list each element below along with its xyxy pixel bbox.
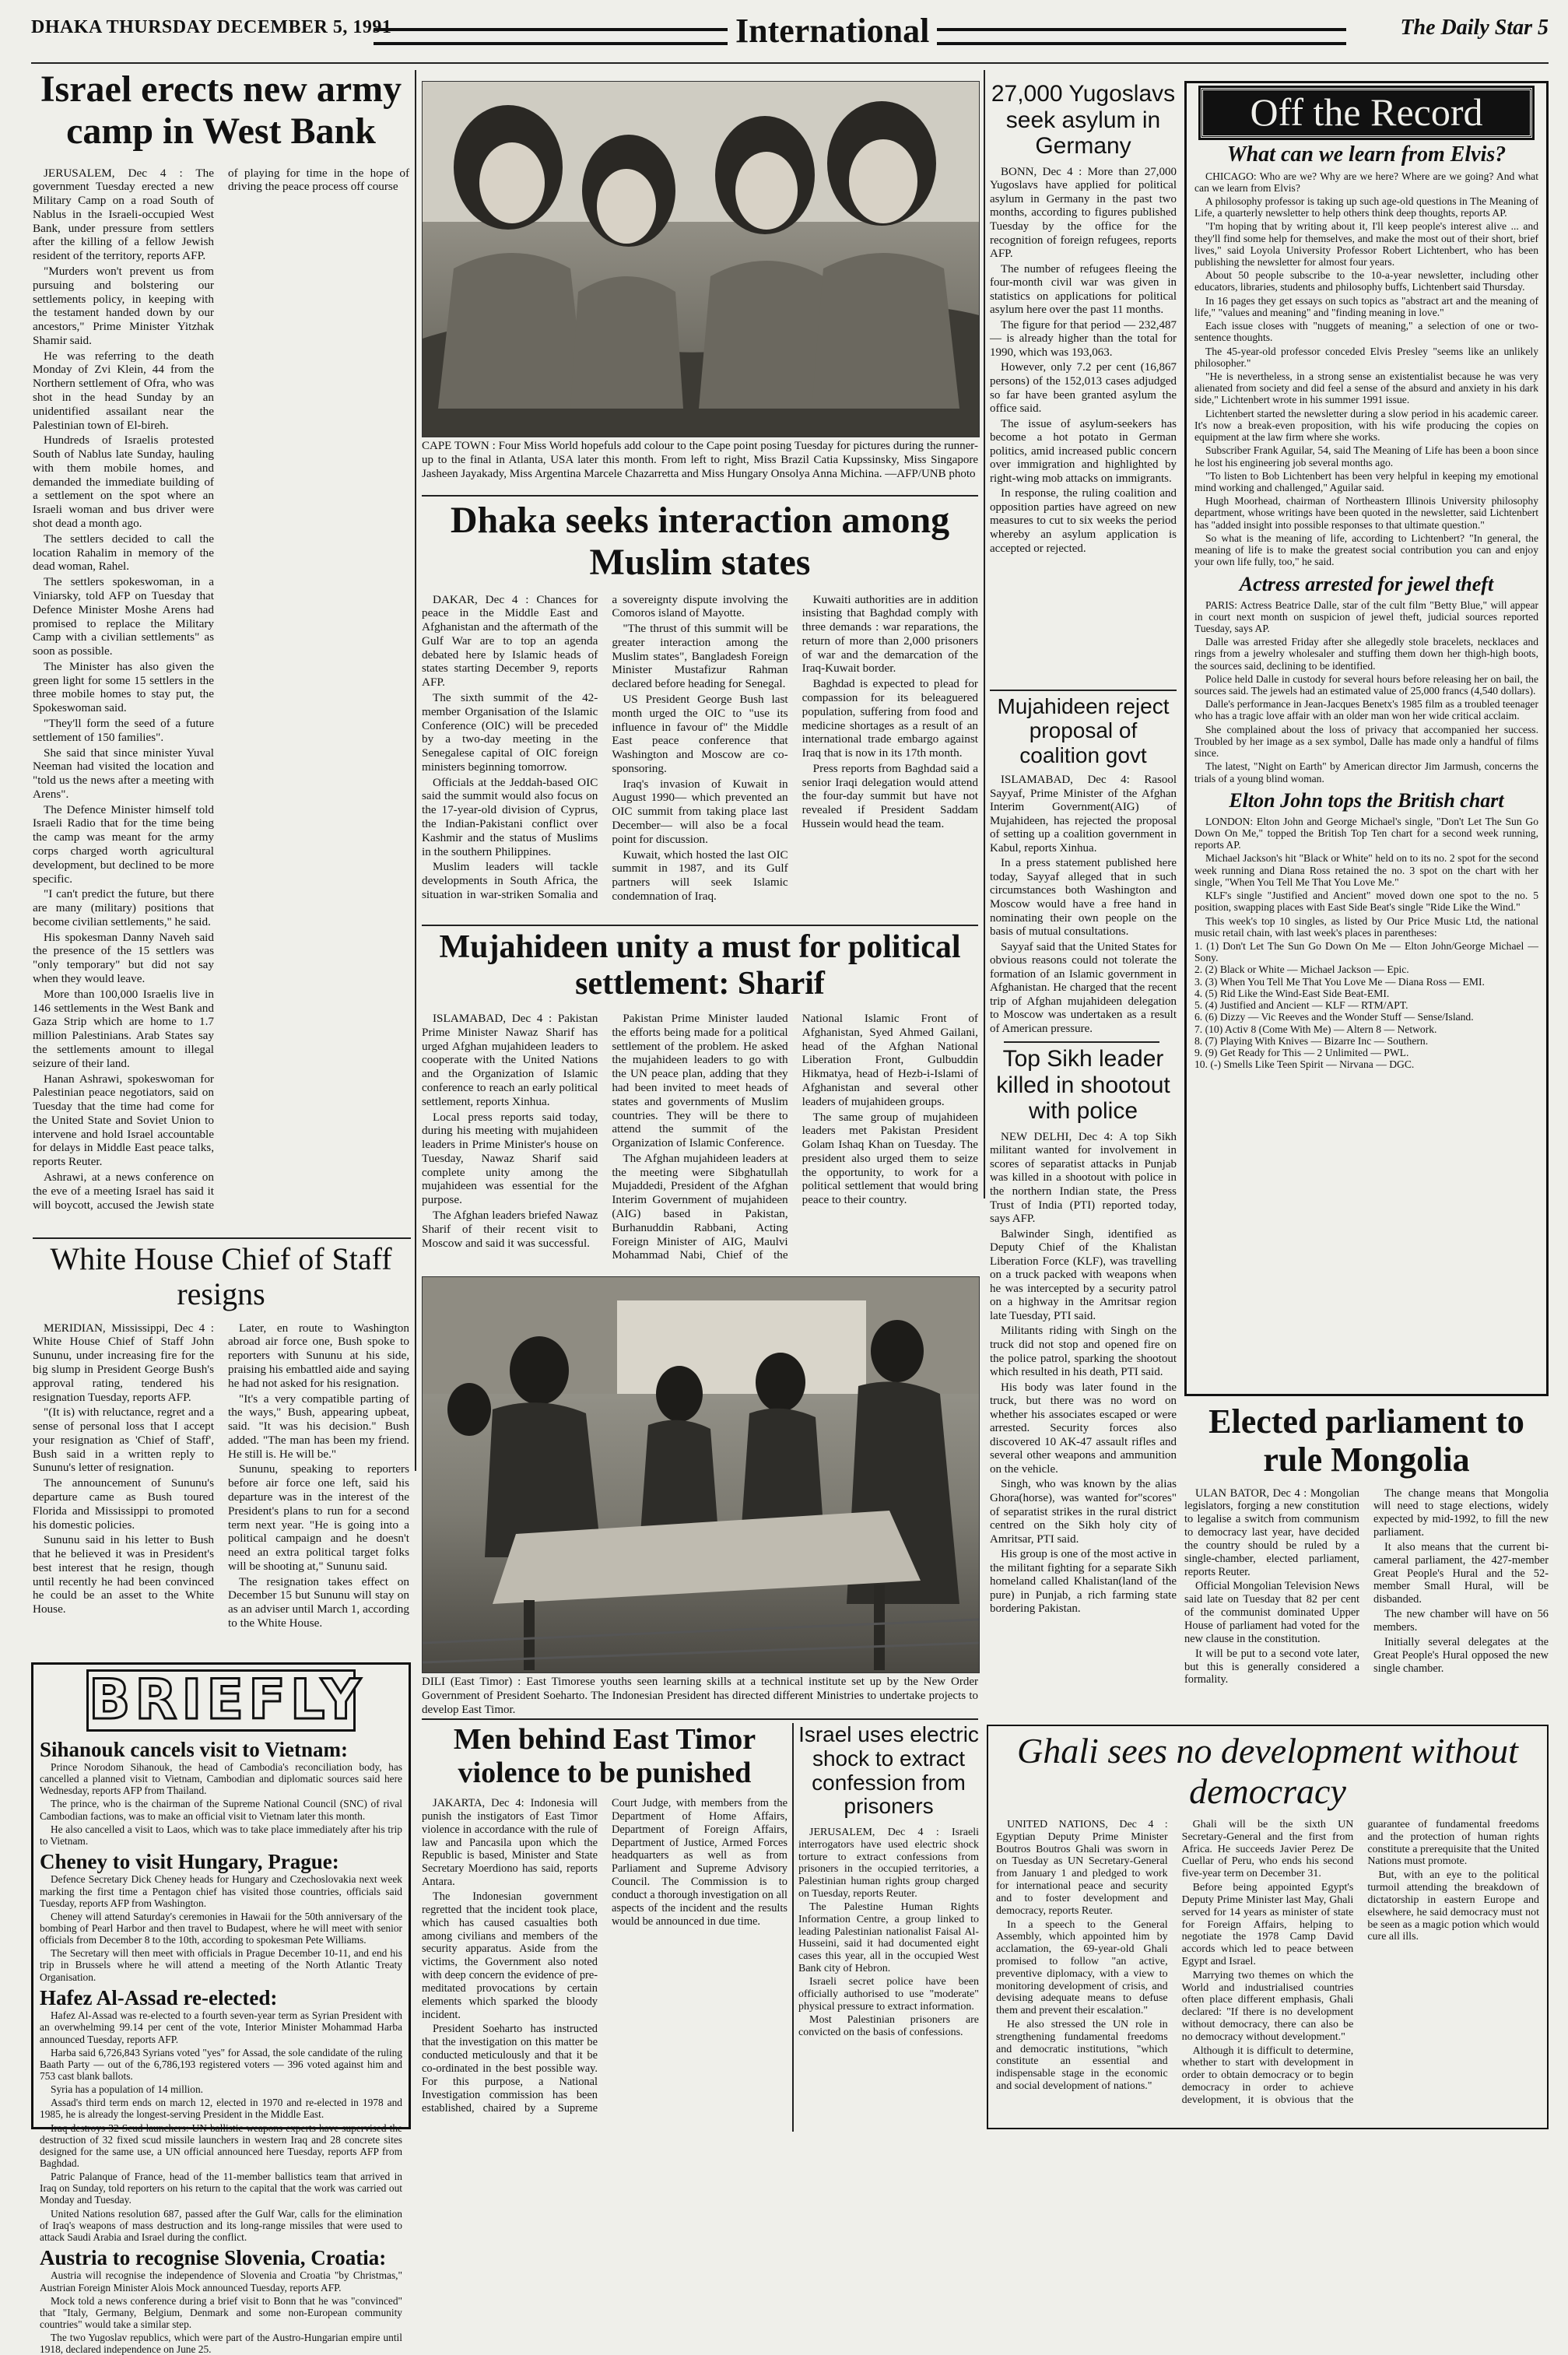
- brief-head: Hafez Al-Assad re-elected:: [40, 1986, 402, 2010]
- brief-p: The two Yugoslav republics, which were part of the Austro-Hungarian empire until 1918, declared independence on June 25.: [40, 2332, 402, 2355]
- coalition-p2: Sayyaf said that the United States for obvious reasons could not tolerate the formation of an Islamic government in Afghanistan. He charged that the recent trip of Afghan mujahideen delegation to Moscow was undertaken as a result of American pressure.: [990, 941, 1177, 1037]
- ghali-p0: UNITED NATIONS, Dec 4 : Egyptian Deputy Prime Minister Boutros Boutros Ghali was sworn in on Tuesday as UN Secretary-General from January 1 and pledged to work for international peace and security and to foster development and democracy, reports Reuter.: [996, 1819, 1168, 1918]
- israel-p9: The Defence Minister himself told Israeli Radio that for the time being the camp was meant for the army corps charged worth agricultural development, but declined to be more specific.: [33, 803, 214, 886]
- yugo-p0: BONN, Dec 4 : More than 27,000 Yugoslavs have applied for political asylum in Germany in the past two months, according to figures published Tuesday by the office for the recognition of foreign refugees, reports AFP.: [990, 166, 1177, 261]
- otr-story3-head: Elton John tops the British chart: [1194, 789, 1538, 812]
- israel-p14: Ashrawi, at a news conference on the eve of a meeting Israel has said it will boycott, accused the Jewish state of playing for time in the hope of driving the peace process off course: [33, 167, 409, 1229]
- brief-p: Syria has a population of 14 million.: [40, 2083, 402, 2095]
- mongolia-p5: The new chamber will have on 56 members.: [1373, 1608, 1549, 1634]
- sharif-p5: The same group of mujahideen leaders met Pakistan President Golam Ishaq Khan on Tuesday. The president also urged them to seize the opportunity, to work for a political settlement that would bring peace to their country.: [802, 1111, 978, 1207]
- coalition-p1: In a press statement published here today, Sayyaf alleged that in such circumstances both Washington and Moscow would have a free hand in nominating their own people on the basis of mutual consultations.: [990, 857, 1177, 939]
- dhaka-p9: Baghdad is expected to plead for compassion for its beleaguered population, suffering from food and medicine shortages as a result of an international trade embargo against Iraq that is now in its 17th month.: [802, 677, 978, 760]
- paper-name: The Daily Star 5: [1400, 16, 1549, 40]
- brief-item: [40, 1738, 402, 1847]
- israel-headline: Israel erects new army camp in West Bank: [33, 68, 409, 153]
- dhaka-p4: "The thrust of this summit will be greater interaction among the Muslim states", Bangladesh Foreign Minister Mustafizur Rahman declared before heading for Senegal.: [612, 622, 788, 691]
- wh-p7: The resignation takes effect on December 15 but Sununu will stay on as an adviser until March 1, according to the White House.: [228, 1575, 409, 1630]
- shock-headline: Israel uses electric shock to extract confession from prisoners: [798, 1723, 979, 1819]
- otr3-p0: LONDON: Elton John and George Michael's single, "Don't Let The Sun Go Down On Me," topped the British Top Ten chart for a second week running, reports AP.: [1194, 816, 1538, 851]
- mongolia-p4: It also means that the current bi-cameral parliament, the 427-member Great People's Hural and the 52-member Small Hural, will be disbanded.: [1373, 1541, 1549, 1606]
- otr3-p1: Michael Jackson's hit "Black or White" held on to its no. 2 spot for the second week running and Diana Ross retained the no. 3 spot on the chart with her single, "When You Tell Me That You Love Me.": [1194, 852, 1538, 888]
- mongolia-headline: Elected parliament to rule Mongolia: [1184, 1402, 1549, 1479]
- shock-p0: JERUSALEM, Dec 4 : Israeli interrogators have used electric shock torture to extract confessions from prisoners in the occupied territories, a Palestinian human rights group charged on Tuesday, reports Reuter.: [798, 1827, 979, 1900]
- yugo-p3: However, only 7.2 per cent (16,867 persons) of the 152,013 cases adjudged so far have been granted asylum the office said.: [990, 361, 1177, 416]
- yugo-body: [990, 166, 1177, 556]
- israel-p3: Hundreds of Israelis protested South of Nablus late Sunday, hauling with them mobile homes, and demanded the immediate building of a settlement on the spot where an Israeli woman and bus driver were shot dead a month ago.: [33, 433, 214, 530]
- yugo-p5: In response, the ruling coalition and opposition parties have agreed on new measures to cut to six weeks the period whereby an asylum application is accepted or rejected.: [990, 487, 1177, 556]
- timor-body: [422, 1797, 788, 2124]
- otr2-p5: The latest, "Night on Earth" by American director Jim Jarmush, concerns the trials of a young blind woman.: [1194, 760, 1538, 784]
- shock-p1: The Palestine Human Rights Information Centre, a group linked to leading Palestinian nationalist Faisal Al-Husseini, said it had documented eight cases this year, all in the occupied West Bank city of Hebron.: [798, 1901, 979, 1974]
- chart-entry: 3. (3) When You Tell Me That You Love Me — Diana Ross — EMI.: [1194, 976, 1538, 988]
- otr2-p3: Dalle's performance in Jean-Jacques Benetx's 1985 film as a troubled teenager who has a tragic love affair with an older man won her wide critical acclaim.: [1194, 698, 1538, 721]
- sikh-body: [990, 1131, 1177, 1616]
- yugo-headline: 27,000 Yugoslavs seek asylum in Germany: [990, 81, 1177, 160]
- sikh-article: [990, 1046, 1177, 1719]
- brief-item: [40, 1986, 402, 2243]
- ghali-article: [987, 1725, 1549, 2129]
- shock-article: [798, 1723, 979, 2132]
- dhaka-p10: Press reports from Baghdad said a senior Iraqi delegation would attend the four-day summit but have not revealed if President Saddam Hussein would head the team.: [802, 762, 978, 831]
- otr1-p6: The 45-year-old professor conceded Elvis Presley "seems like an unlikely philosopher.": [1194, 346, 1538, 369]
- dili-photo: [422, 1276, 980, 1673]
- otr1-p2: "I'm hoping that by writing about it, I'll keep people's interest alive ... and they'll find some help for themselves, and make the most out of their short, brief lives," said Loyola University Professor Robert Lichtenbert, who has been publishing the newsletter for almost four years.: [1194, 220, 1538, 268]
- timor-p2: President Soeharto has instructed that the investigation on this matter be conducted meticulously and that it be co-ordinated in the best possible way. For this purpose, a National Investigation commission has been established, chaired by a Supreme Court Judge, with members from the Department of Home Affairs, Department of Foreign Affairs, Department of Justice, Armed Forces headquarters as well as from Parliament and Supreme Advisory Council. The Commission is to conduct a thorough investigation on all aspects of the incident and the results would be announced in due time.: [422, 1797, 788, 2124]
- off-the-record-box: [1184, 81, 1549, 1396]
- coalition-p0: ISLAMABAD, Dec 4: Rasool Sayyaf, Prime Minister of the Afghan Interim Government(AIG) of Mujahideen, has rejected the proposal of setting up a coalition government in Kabul, reports Xinhua.: [990, 774, 1177, 855]
- wh-p4: Later, en route to Washington abroad air force one, Bush spoke to reporters with Sununu at his side, praising his embattled aide and saying he had not asked for his resignation.: [228, 1321, 409, 1391]
- section-title: International: [728, 11, 937, 51]
- israel-p0: JERUSALEM, Dec 4 : The government Tuesday erected a new Military Camp on a road South of Nablus in the Israeli-occupied West Bank, under pressure from settlers after the killing of a fellow Jewish resident of the territory, reports AFP.: [33, 167, 214, 263]
- whitehouse-article: [33, 1242, 409, 1655]
- sharif-p4: The Afghan mujahideen leaders at the meeting were Sibghatullah Mujaddedi, President of the Afghan Interim Government of mujahideen (AIG) based in Pakistan, Burhanuddin Rabbani, Acting Foreign Minister of AIG, Maulvi Mohammad Nabi, Chief of the National Islamic Front of Afghanistan, Syed Ahmed Gailani, head of the Afghan National Liberation Front, Gulbuddin Hikmatya, head of Hezb-i-Islami of Afghanistan and several other leaders of mujahideen groups.: [612, 1012, 978, 1265]
- whitehouse-headline: White House Chief of Staff resigns: [33, 1242, 409, 1312]
- brief-item: [40, 2246, 402, 2355]
- mongolia-body: [1184, 1487, 1549, 1709]
- sikh-p4: Singh, who was known by the alias Ghora(horse), was wanted for"scores" of separatist strikes in the rural district centred on the Sikh holy city of Amritsar, PTI said.: [990, 1478, 1177, 1546]
- sikh-p1: Balwinder Singh, identified as Deputy Chief of the Khalistan Liberation Force (KLF), was travelling on a truck packed with weapons when he was intercepted by a security patrol on a highway in the Amritsar region late Tuesday, PTI said.: [990, 1228, 1177, 1324]
- coalition-headline: Mujahideen reject proposal of coalition govt: [990, 694, 1177, 767]
- dhaka-p3: Muslim leaders will tackle developments in South Africa, the situation in war-striken Somalia and a sovereignty dispute involving the Comoros island of Mayotte.: [422, 593, 788, 920]
- briefly-box: [31, 1662, 411, 2129]
- timor-headline: Men behind East Timor violence to be punished: [422, 1723, 788, 1789]
- mongolia-p3: The change means that Mongolia will need to stage elections, widely expected by mid-1992, to fill the new parliament.: [1373, 1487, 1549, 1539]
- dhaka-body: [422, 593, 978, 920]
- whitehouse-body: [33, 1321, 409, 1641]
- israel-p12: More than 100,000 Israelis live in 146 settlements in the West Bank and Gaza Strip which are home to 1.7 million Palestinians. Arab States say the settlements amount to illegal seizure of their land.: [33, 988, 214, 1071]
- off-the-record-title: Off the Record: [1201, 88, 1532, 138]
- chart-entry: 9. (9) Get Ready for This — 2 Unlimited — PWL.: [1194, 1047, 1538, 1058]
- otr1-p12: So what is the meaning of life, according to Lichtenbert? "In general, the meaning of life is to make the greatest social contribution you can and enjoy your own life fully, too," he said.: [1194, 532, 1538, 568]
- ghali-p5: Marrying two themes on which the World and industrialised countries often place different emphasis, Ghali declared: "If there is no development without democracy, there can also be no democracy without development.": [1182, 1970, 1354, 2044]
- coalition-article: [990, 694, 1177, 1037]
- otr1-p7: "He is nevertheless, in a strong sense an existentialist because he was very alienated from society and did feel a sense of the absurd and anxiety in his dark side," Lichtenbert wrote in his summer 1991 issue.: [1194, 370, 1538, 406]
- timor-p0: JAKARTA, Dec 4: Indonesia will punish the instigators of East Timor violence in accordance with the rule of law and Pancasila upon which the Republic is based, Minister and State Secretary Moerdiono has said, reports Antara.: [422, 1797, 598, 1889]
- shock-p3: Most Palestinian prisoners are convicted on the basis of confessions.: [798, 2014, 979, 2038]
- dili-caption: DILI (East Timor) : East Timorese youths seen learning skills at a technical institute set up by the New Order Government of President Soeharto. The Indonesian President has directed different Ministries to undertake projects to develop East Timor.: [422, 1675, 978, 1715]
- shock-body: [798, 1827, 979, 2038]
- brief-p: United Nations resolution 687, passed after the Gulf War, calls for the elimination of Iraq's weapons of mass destruction and its long-range missiles that were used to attack Saudi Arabia and Israel during the conflict.: [40, 2208, 402, 2243]
- miss-world-photo-drawing: [423, 82, 979, 437]
- timor-p1: The Indonesian government regretted that the incident took place, which has caused casualties both among civilians and members of the security apparatus. Aside from the victims, the Government also noted with deep concern the evidence of pre-meditated provocations by certain elements which sparked the bloody incident.: [422, 1890, 598, 2021]
- dhaka-p7: Kuwait, which hosted the last OIC summit in 1987, and its Gulf partners will seek Islamic condemnation of Iraq.: [612, 848, 788, 904]
- wh-p5: "It's a very compatible parting of the ways," Bush, appearing upbeat, said. "It was his decision." Bush added. "The man has been my friend. He still is. He will be.": [228, 1392, 409, 1462]
- brief-p: Patric Palanque of France, head of the 11-member ballistics team that arrived in Iraq on Sunday, told reporters on his return to the capital that the work was carried out Monday and Tuesday.: [40, 2171, 402, 2206]
- divider: [1004, 1041, 1159, 1043]
- masthead-date: DHAKA THURSDAY DECEMBER 5, 1991: [31, 17, 391, 38]
- brief-head: Cheney to visit Hungary, Prague:: [40, 1850, 402, 1874]
- dhaka-p5: US President George Bush last month urged the OIC to "use its influence in favour of" the Middle East peace conference that Washington and Moscow are co-sponsoring.: [612, 693, 788, 776]
- mongolia-p1: Official Mongolian Television News said late on Tuesday that 82 per cent of the communist dominated Upper House of parliament had voted for the new clause in the constitution.: [1184, 1580, 1359, 1645]
- divider: [33, 1237, 411, 1239]
- otr1-p9: Subscriber Frank Aguilar, 54, said The Meaning of Life has been a boon since he lost his engineering job several months ago.: [1194, 444, 1538, 468]
- brief-p: Mock told a news conference during a brief visit to Bonn that he was "convinced" that "Italy, Germany, Belgium, Denmark and some non-European community countries" would take a similar step.: [40, 2295, 402, 2330]
- ghali-headline: Ghali sees no development without democracy: [996, 1731, 1539, 1811]
- divider: [422, 925, 978, 926]
- otr2-p0: PARIS: Actress Beatrice Dalle, star of the cult film "Betty Blue," will appear in court next month on suspicion of jewel theft, judicial sources reported Tuesday, says AP.: [1194, 599, 1538, 635]
- sikh-p2: Militants riding with Singh on the truck did not stop and opened fire on the police patrol, sparking the shootout which resulted in his death, PTI said.: [990, 1325, 1177, 1379]
- chart-entry: 8. (7) Playing With Knives — Bizarre Inc — Southern.: [1194, 1035, 1538, 1047]
- brief-p: The prince, who is the chairman of the Supreme National Council (SNC) of rival Cambodian factions, was to make an official visit to Vietnam later this month.: [40, 1798, 402, 1821]
- top-rule: [31, 62, 1549, 64]
- otr1-p8: Lichtenbert started the newsletter during a slow period in his academic career. It's now a break-even proposition, with his wife producing the copies on equipment at the law firm where she works.: [1194, 408, 1538, 444]
- wh-p1: "(It is) with reluctance, regret and a sense of personal loss that I accept your resignation as 'Chief of Staff', Bush said in a written reply to Sununu's letter of resignation.: [33, 1406, 214, 1475]
- israel-body: [33, 167, 409, 1229]
- otr-story2-body: [1194, 599, 1538, 784]
- otr1-p1: A philosophy professor is taking up such age-old questions in The Meaning of Life, a quarterly newsletter to help others think deep thoughts, reports AP.: [1194, 195, 1538, 219]
- israel-p13: Hanan Ashrawi, spokeswoman for Palestinian peace negotiators, said on Tuesday that the time had come for the United State and Soviet Union to intervene and hold Israel accountable for delays in Middle East peace talks, reports Reuter.: [33, 1072, 214, 1169]
- ghali-p3: Ghali will be the sixth UN Secretary-General and the first from Africa. He succeeds Javier Perez De Cuellar of Peru, who ends his second five-year term on December 31.: [1182, 1819, 1354, 1880]
- ghali-p6: Although it is difficult to determine, whether to start with development in order to obtain democracy or to begin democracy in order to achieve development, it is obvious that the guarantee of fundamental freedoms and the protection of human rights constitute a prerequisite that the United Nations must promote.: [1182, 1819, 1539, 2111]
- otr-story1-body: [1194, 170, 1538, 568]
- ghali-p4: Before being appointed Egypt's Deputy Prime Minister last May, Ghali served for 14 years as minister of state for Foreign Affairs, helping to negotiate the 1978 Camp David accords which led to peace between Egypt and Israel.: [1182, 1882, 1354, 1968]
- wh-p3: Sununu said in his letter to Bush that he believed it was in President's best interest that he resign, though until recently he had been convinced he could be an asset to the White House.: [33, 1533, 214, 1616]
- sharif-body: [422, 1012, 978, 1265]
- israel-p2: He was referring to the death Monday of Zvi Klein, 44 from the Northern settlement of Ofra, who was shot in the head Sunday by an unidentified assailant near the Palestinian town of El-bireh.: [33, 349, 214, 433]
- divider: [422, 1718, 978, 1720]
- miss-world-caption: CAPE TOWN : Four Miss World hopefuls add colour to the Cape point posing Tuesday for pictures during the runner-up to the final in Atlanta, USA later this month. From left to right, Miss Brazil Catia Kupssinsky, Miss Singapore Jasheen Jayakady, Miss Argentina Marcele Chazarretta and Miss Hungary Onsolya Anna Michina. —AFP/UNB photo: [422, 439, 978, 492]
- sharif-p3: Pakistan Prime Minister lauded the efforts being made for a political settlement of the problem. He asked the mujahideen leaders to go with the UN peace plan, adding that they had been invited to meet heads of states and governments of Muslim countries. They will be there to attend the summit of the Organization of Islamic Conference.: [612, 1012, 788, 1150]
- chart-entry: 5. (4) Justified and Ancient — KLF — RTM/APT.: [1194, 999, 1538, 1011]
- israel-article: [33, 68, 409, 1232]
- brief-head: Sihanouk cancels visit to Vietnam:: [40, 1738, 402, 1762]
- brief-p: The Secretary will then meet with officials in Prague December 10-11, and end his trip in Brussels where he will attend a meeting of the North Atlantic Treaty Organisation.: [40, 1947, 402, 1982]
- wh-p2: The announcement of Sununu's departure came as Bush toured Florida and Mississippi to promoted his domestic policies.: [33, 1476, 214, 1532]
- brief-p: Defence Secretary Dick Cheney heads for Hungary and Czechoslovakia next week marking the first time a Pentagon chief has visited those countries, officials said Tuesday, reports AFP from Washington.: [40, 1873, 402, 1908]
- otr-chart-list: [1194, 940, 1538, 1070]
- israel-p4: The settlers decided to call the location Rahalim in memory of the dead woman, Rahel.: [33, 532, 214, 574]
- chart-entry: 4. (5) Rid Like the Wind-East Side Beat-EMI.: [1194, 988, 1538, 999]
- otr2-p2: Police held Dalle in custody for several hours before releasing her on bail, the sources said. The jewels had an estimated value of 25,000 francs (4,540 dollars).: [1194, 673, 1538, 697]
- chart-entry: 7. (10) Activ 8 (Come With Me) — Altern 8 — Network.: [1194, 1023, 1538, 1035]
- brief-p: Harba said 6,726,843 Syrians voted "yes" for Assad, the sole candidate of the ruling Baath Party — out of the 6,786,193 registered voters — 396 voted against him and 753 cast blank ballots.: [40, 2047, 402, 2082]
- column-rule: [984, 70, 985, 1199]
- sikh-headline: Top Sikh leader killed in shootout with police: [990, 1046, 1177, 1125]
- brief-p: Hafez Al-Assad was re-elected to a fourth seven-year term as Syrian President with an overwhelming 99.14 per cent of the vote, Interior Minister Mohammad Harba announced Tuesday, reports AFP.: [40, 2009, 402, 2044]
- dhaka-p8: Kuwaiti authorities are in addition insisting that Baghdad comply with three demands : war reparations, the return of more than 2,000 prisoners of war and the demarcation of the Iraq-Kuwait border.: [802, 593, 978, 676]
- ghali-body: [996, 1819, 1539, 2111]
- israel-p5: The settlers spokeswoman, in a Viniarsky, told AFP on Tuesday that Defence Minister Moshe Arens had promised to replace the Military Camp with a civilian settlements" as soon as possible.: [33, 575, 214, 658]
- wh-p6: Sununu, speaking to reporters before air force one left, said his departure was in the interest of the President's plans to run for a second term next year. "He is going into a political campaign and he doesn't need an extra political target folks will be shooting at," Sununu said.: [228, 1462, 409, 1573]
- otr2-p4: She complained about the loss of privacy that accompanied her success. Troubled by her image as a sex symbol, Dalle has made only a handful of films since.: [1194, 724, 1538, 760]
- otr3-p3: This week's top 10 singles, as listed by Our Price Music Ltd, the national music retail chain, with last week's places in parentheses:: [1194, 915, 1538, 939]
- dhaka-p1: The sixth summit of the 42-member Organisation of the Islamic Conference (OIC) will be preceded by a two-day meeting in the Senegalese capital of OIC foreign ministers beginning tomorrow.: [422, 691, 598, 774]
- dhaka-p6: Iraq's invasion of Kuwait in August 1990— which prevented an OIC summit from taking place last December— will also be a focal point for discussion.: [612, 777, 788, 847]
- column-rule: [792, 1723, 794, 2132]
- brief-head: Austria to recognise Slovenia, Croatia:: [40, 2246, 402, 2270]
- brief-p: He also cancelled a visit to Laos, which was to take place immediately after his trip to Vietnam.: [40, 1823, 402, 1847]
- dhaka-p2: Officials at the Jeddah-based OIC said the summit would also focus on the 17-year-old division of Cyprus, the Indian-Pakistani conflict over Kashmir and the status of Muslims in the southern Philippines.: [422, 776, 598, 859]
- otr1-p10: "To listen to Bob Lichtenbert has been very helpful in keeping my emotional mind working and challenged," Aguilar said.: [1194, 470, 1538, 493]
- brief-p: Cheney will attend Saturday's ceremonies in Hawaii for the 50th anniversary of the bombing of Pearl Harbor and then travel to Budapest, where he will meet with senior officials from December 8 to the 10th, according to spokesman Pete Williams.: [40, 1911, 402, 1946]
- otr1-p4: In 16 pages they get essays on such topics as "abstract art and the meaning of life," "values and meaning" and "finding meaning in love.": [1194, 295, 1538, 318]
- chart-entry: 2. (2) Black or White — Michael Jackson — Epic.: [1194, 963, 1538, 975]
- otr-story1-head: What can we learn from Elvis?: [1194, 142, 1538, 167]
- mongolia-p2: It will be put to a second vote later, but this is generally considered a formality.: [1184, 1648, 1359, 1687]
- brief-p: Prince Norodom Sihanouk, the head of Cambodia's reconciliation body, has cancelled a planned visit to Vietnam, Cambodian and diplomatic sources said here Wednesday, reports AFP from Thailand.: [40, 1761, 402, 1796]
- brief-p: Iraq destroys 32 Scud launchers: UN ballistic weapons experts have supervised the destruction of 32 fixed scud missile launchers in western Iraq and 28 concrete sites designed for the same use, a UN official announced here Tuesday, reports AFP from Baghdad.: [40, 2122, 402, 2170]
- brief-p: Assad's third term ends on march 12, elected in 1970 and re-elected in 1978 and 1985, he is already the longest-serving President in the Middle East.: [40, 2097, 402, 2120]
- otr2-p1: Dalle was arrested Friday after she allegedly stole bracelets, necklaces and rings from a jewelry wholesaler and stuffing them down her thigh-high boots, the sources said, declining to be identified.: [1194, 636, 1538, 672]
- israel-p6: The Minister has also given the green light for some 15 settlers in the three mobile homes to stay put, the Spokeswoman said.: [33, 660, 214, 715]
- column-rule: [415, 70, 416, 1471]
- ghali-p1: In a speech to the General Assembly, which appointed him by acclamation, the 69-year-old Ghali promised to follow "an active, preventive diplomacy, with a view to monitoring development of crisis, and devising adequate means to defuse them and prevent their escalation.": [996, 1919, 1168, 2018]
- yugo-article: [990, 81, 1177, 680]
- yugo-p2: The figure for that period — 232,487 — is already higher than the total for 1990, which was 193,063.: [990, 319, 1177, 360]
- dili-photo-drawing: [423, 1277, 979, 1672]
- briefly-title: BRIEFLY: [86, 1669, 356, 1732]
- mongolia-p6: Initially several delegates at the Great People's Hural opposed the new single chamber.: [1373, 1636, 1549, 1676]
- chart-entry: 10. (-) Smells Like Teen Spirit — Nirvana — DGC.: [1194, 1058, 1538, 1070]
- sharif-p2: The Afghan leaders briefed Nawaz Sharif of their recent visit to Moscow and said it was successful.: [422, 1209, 598, 1250]
- chart-entry: 6. (6) Dizzy — Vic Reeves and the Wonder Stuff — Sense/Island.: [1194, 1011, 1538, 1023]
- sikh-p3: His body was later found in the truck, but there was no word on whether his associates escaped or were arrested. Security forces also discovered 10 AK-47 assault rifles and several other weapons and ammunition on the vehicle.: [990, 1381, 1177, 1477]
- israel-p10: "I can't predict the future, but there are many (military) positions that become civilian settlements," he said.: [33, 887, 214, 928]
- timor-article: [422, 1723, 788, 2132]
- sharif-headline: Mujahideen unity a must for political settlement: Sharif: [422, 929, 978, 1002]
- shock-p2: Israeli secret police have been officially authorised to use "moderate" physical pressure to extract information.: [798, 1976, 979, 2013]
- masthead: [31, 11, 1549, 61]
- sharif-p1: Local press reports said today, during his meeting with mujahideen leaders in Prime Minister's house on Tuesday, Nawaz Sharif said complete unity among the mujahideen was essential for the purpose.: [422, 1111, 598, 1207]
- dhaka-headline: Dhaka seeks interaction among Muslim states: [422, 500, 978, 584]
- miss-world-photo: [422, 81, 980, 437]
- coalition-body: [990, 774, 1177, 1036]
- otr1-p0: CHICAGO: Who are we? Why are we here? Where are we going? And what can we learn from Elvis?: [1194, 170, 1538, 194]
- wh-p0: MERIDIAN, Mississippi, Dec 4 : White House Chief of Staff John Sununu, under increasing fire for the big slump in President George Bush's approval rating, tendered his resignation Tuesday, reports AFP.: [33, 1321, 214, 1405]
- divider: [422, 495, 978, 497]
- sharif-article: [422, 929, 978, 1272]
- brief-p: Austria will recognise the independence of Slovenia and Croatia "by Christmas," Austrian Foreign Minister Alois Mock announced Tuesday, reports AFP.: [40, 2269, 402, 2293]
- yugo-p4: The issue of asylum-seekers has become a hot potato in German politics, amid increased public concern over immigration and highlighted by right-wing mob attacks on immigrants.: [990, 418, 1177, 486]
- otr1-p5: Each issue closes with "nuggets of meaning," a selection of one or two-sentence thoughts.: [1194, 320, 1538, 343]
- israel-p7: "They'll form the seed of a future settlement of 150 families".: [33, 717, 214, 745]
- ghali-p2: He also stressed the UN role in strengthening fundamental freedoms and democratic institutions, "which constitute an essential and indispensable stage in the economic and social development of nations.": [996, 2019, 1168, 2093]
- ghali-p7: But, with an eye to the political turmoil attending the breakdown of dictatorship in eastern Europe and elsewhere, he said democracy must not be seen as a magic potion which would cure all ills.: [1367, 1869, 1539, 1943]
- sharif-p0: ISLAMABAD, Dec 4 : Pakistan Prime Minister Nawaz Sharif has urged Afghan mujahideen leaders to cooperate with the United Nations and the Organization of Islamic conference to reach an early political settlement, reports Xinhua.: [422, 1012, 598, 1108]
- dhaka-p0: DAKAR, Dec 4 : Chances for peace in the Middle East and Afghanistan and the aftermath of the Gulf War are to top an agenda debated here by Islamic heads of states starting December 9, reports AFP.: [422, 593, 598, 690]
- israel-p1: "Murders won't prevent us from pursuing and bolstering our settlements policy, in keeping with the testament handed down by our ancestors," Prime Minister Yitzhak Shamir said.: [33, 265, 214, 348]
- israel-p8: She said that since minister Yuval Neeman had visited the location and "told us the news after a meeting with Arens".: [33, 746, 214, 802]
- otr-story3-body: [1194, 816, 1538, 1071]
- otr3-p2: KLF's single "Justified and Ancient" moved down one spot to the no. 5 position, swapping places with East Side Beat's single "Ride Like the Wind.": [1194, 890, 1538, 913]
- otr-story2-head: Actress arrested for jewel theft: [1194, 573, 1538, 596]
- brief-item: [40, 1850, 402, 1983]
- dhaka-article: [422, 498, 978, 922]
- mongolia-article: [1184, 1402, 1549, 1718]
- briefly-body: [40, 1738, 402, 2355]
- yugo-p1: The number of refugees fleeing the four-month civil war was given in statistics on applications for political asylum here over the past 11 months.: [990, 263, 1177, 318]
- divider: [990, 690, 1177, 691]
- israel-p11: His spokesman Danny Naveh said the presence of the 15 settlers was "only temporary" but did not say when they would leave.: [33, 931, 214, 986]
- mongolia-p0: ULAN BATOR, Dec 4 : Mongolian legislators, forging a new constitution to legalise a switch from communism to democracy last year, have decided the country should be ruled by a single-chamber, elected parliament, reports Reuter.: [1184, 1487, 1359, 1579]
- otr1-p11: Hugh Moorhead, chairman of Northeastern Illinois University philosophy department, whose writings have been quoted in the newsletter, said Lichtenbert has "added insight into possible responses to that ultimate question.": [1194, 495, 1538, 531]
- chart-entry: 1. (1) Don't Let The Sun Go Down On Me — Elton John/George Michael — Sony.: [1194, 940, 1538, 963]
- sikh-p5: His group is one of the most active in the militant fighting for a separate Sikh homeland called Khalistan(land of the pure) in Punjab, a rich farming state bordering Pakistan.: [990, 1548, 1177, 1616]
- sikh-p0: NEW DELHI, Dec 4: A top Sikh militant wanted for involvement in scores of separatist attacks in Punjab was killed in a shootout with police in the northern Indian state, the Press Trust of India (PTI) reported today, says AFP.: [990, 1131, 1177, 1227]
- otr1-p3: About 50 people subscribe to the 10-a-year newsletter, including other educators, libraries, students and philosophy buffs, Lichtenbert said Thursday.: [1194, 269, 1538, 293]
